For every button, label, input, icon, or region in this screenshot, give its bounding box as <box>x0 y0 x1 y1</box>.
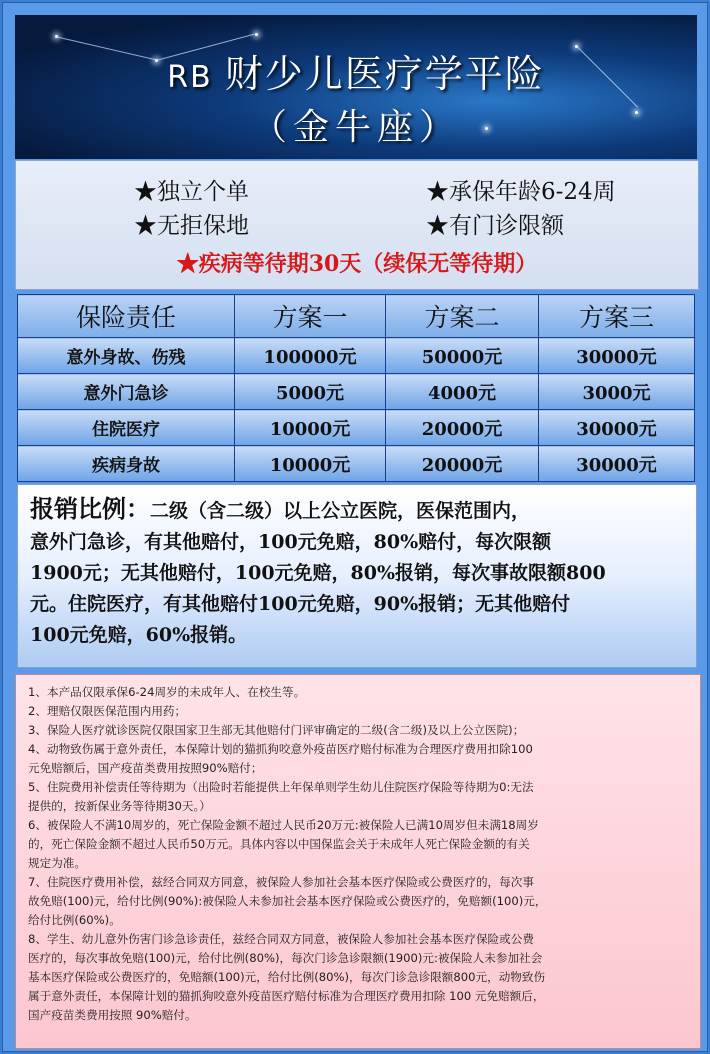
star-decoration <box>255 33 258 36</box>
reimbursement-text <box>18 485 696 651</box>
feature-item: ★独立个单 <box>134 179 249 205</box>
page-title <box>15 43 697 98</box>
note-line: 1、本产品仅限承保6-24周岁的未成年人、在校生等。 <box>28 685 306 699</box>
note-line: 故免赔(100)元，给付比例(90%):被保险人未参加社会基本医疗保险或公费医疗的，免赔额(100)元， <box>28 894 547 908</box>
table-cell: 20000元 <box>386 410 539 446</box>
table-cell: 20000元 <box>386 446 539 482</box>
feature-item: ★无拒保地 <box>134 213 249 239</box>
waiting-period-highlight: ★疾病等待期30天（续保无等待期） <box>176 251 538 277</box>
coverage-table <box>17 294 695 482</box>
note-line: 提供的，按新保业务等待期30天。） <box>28 799 211 813</box>
table-cell: 10000元 <box>235 446 386 482</box>
note-line: 5、住院费用补偿责任等待期为（出险时若能提供上年保单则学生幼儿住院医疗保险等待期为0:无法 <box>28 780 534 794</box>
reimbursement-panel <box>17 484 697 668</box>
page-subtitle: （金牛座） <box>250 107 461 148</box>
reimbursement-line: 元。住院医疗，有其他赔付100元免赔，90%报销；无其他赔付 <box>30 593 571 615</box>
table-cell: 30000元 <box>539 446 695 482</box>
column-header: 方案一 <box>235 295 386 338</box>
poster <box>2 2 708 1052</box>
notes-panel <box>15 674 701 1049</box>
table-cell: 4000元 <box>386 374 539 410</box>
table-cell: 意外身故、伤残 <box>18 338 235 374</box>
feature-item: ★承保年龄6-24周 <box>426 179 616 205</box>
note-line: 3、保险人医疗就诊医院仅限国家卫生部无其他赔付门评审确定的二级(含二级)及以上公立医院)； <box>28 723 525 737</box>
reimbursement-line: 二级（含二级）以上公立医院，医保范围内， <box>150 500 531 522</box>
feature-item: ★有门诊限额 <box>426 213 564 239</box>
column-header: 方案三 <box>539 295 695 338</box>
note-line: 给付比例(60%)。 <box>28 913 121 927</box>
brand-label: RB <box>167 60 213 95</box>
column-header: 保险责任 <box>18 295 235 338</box>
note-line: 4、动物致伤属于意外责任，本保障计划的猫抓狗咬意外疫苗医疗赔付标准为合理医疗费用扣除100 <box>28 742 533 756</box>
note-line: 8、学生、幼儿意外伤害门诊急诊责任，兹经合同双方同意，被保险人参加社会基本医疗保险或公费 <box>28 932 534 946</box>
table-cell: 3000元 <box>539 374 695 410</box>
note-line: 医疗的，每次事故免赔(100)元，给付比例(80%)，每次门诊急诊限额(1900)元:被保险人未参加社会 <box>28 951 543 965</box>
table-cell: 意外门急诊 <box>18 374 235 410</box>
note-line: 7、住院医疗费用补偿，兹经合同双方同意，被保险人参加社会基本医疗保险或公费医疗的，每次事 <box>28 875 534 889</box>
header-banner <box>15 15 697 159</box>
note-line: 基本医疗保险或公费医疗的，免赔额(100)元，给付比例(80%)，每次门诊急诊限额800元，动物致伤 <box>28 970 546 984</box>
note-line: 元免赔额后，国产疫苗类费用按照90%赔付； <box>28 761 263 775</box>
note-line: 国产疫苗类费用按照 90%赔付。 <box>28 1008 197 1022</box>
table-cell: 30000元 <box>539 410 695 446</box>
table-cell: 5000元 <box>235 374 386 410</box>
reimbursement-line: 意外门急诊，有其他赔付，100元免赔，80%赔付，每次限额 <box>30 531 552 553</box>
reimbursement-line: 1900元；无其他赔付，100元免赔，80%报销，每次事故限额800 <box>30 562 606 584</box>
note-line: 属于意外责任，本保障计划的猫抓狗咬意外疫苗医疗赔付标准为合理医疗费用扣除 100 元免赔额后， <box>28 989 545 1003</box>
reimbursement-line: 100元免赔，60%报销。 <box>30 624 248 646</box>
features-panel <box>15 160 699 290</box>
table-row <box>18 446 695 482</box>
note-line: 的，死亡保险金额不超过人民币50万元。具体内容以中国保监会关于未成年人死亡保险金额的有关 <box>28 837 530 851</box>
table-row <box>18 338 695 374</box>
note-line: 2、理赔仅限医保范围内用药； <box>28 704 187 718</box>
table-cell: 50000元 <box>386 338 539 374</box>
note-line: 规定为准。 <box>28 856 86 870</box>
table-row <box>18 410 695 446</box>
table-cell: 100000元 <box>235 338 386 374</box>
table-header-row <box>18 295 695 338</box>
table-cell: 住院医疗 <box>18 410 235 446</box>
table-cell: 30000元 <box>539 338 695 374</box>
note-line: 6、被保险人不满10周岁的，死亡保险金额不超过人民币20万元:被保险人已满10周岁但未满18周岁 <box>28 818 539 832</box>
column-header: 方案二 <box>386 295 539 338</box>
reimbursement-label: 报销比例： <box>30 494 150 523</box>
table-cell: 10000元 <box>235 410 386 446</box>
table-cell: 疾病身故 <box>18 446 235 482</box>
table-row <box>18 374 695 410</box>
title-text: 财少儿医疗学平险 <box>224 52 545 96</box>
